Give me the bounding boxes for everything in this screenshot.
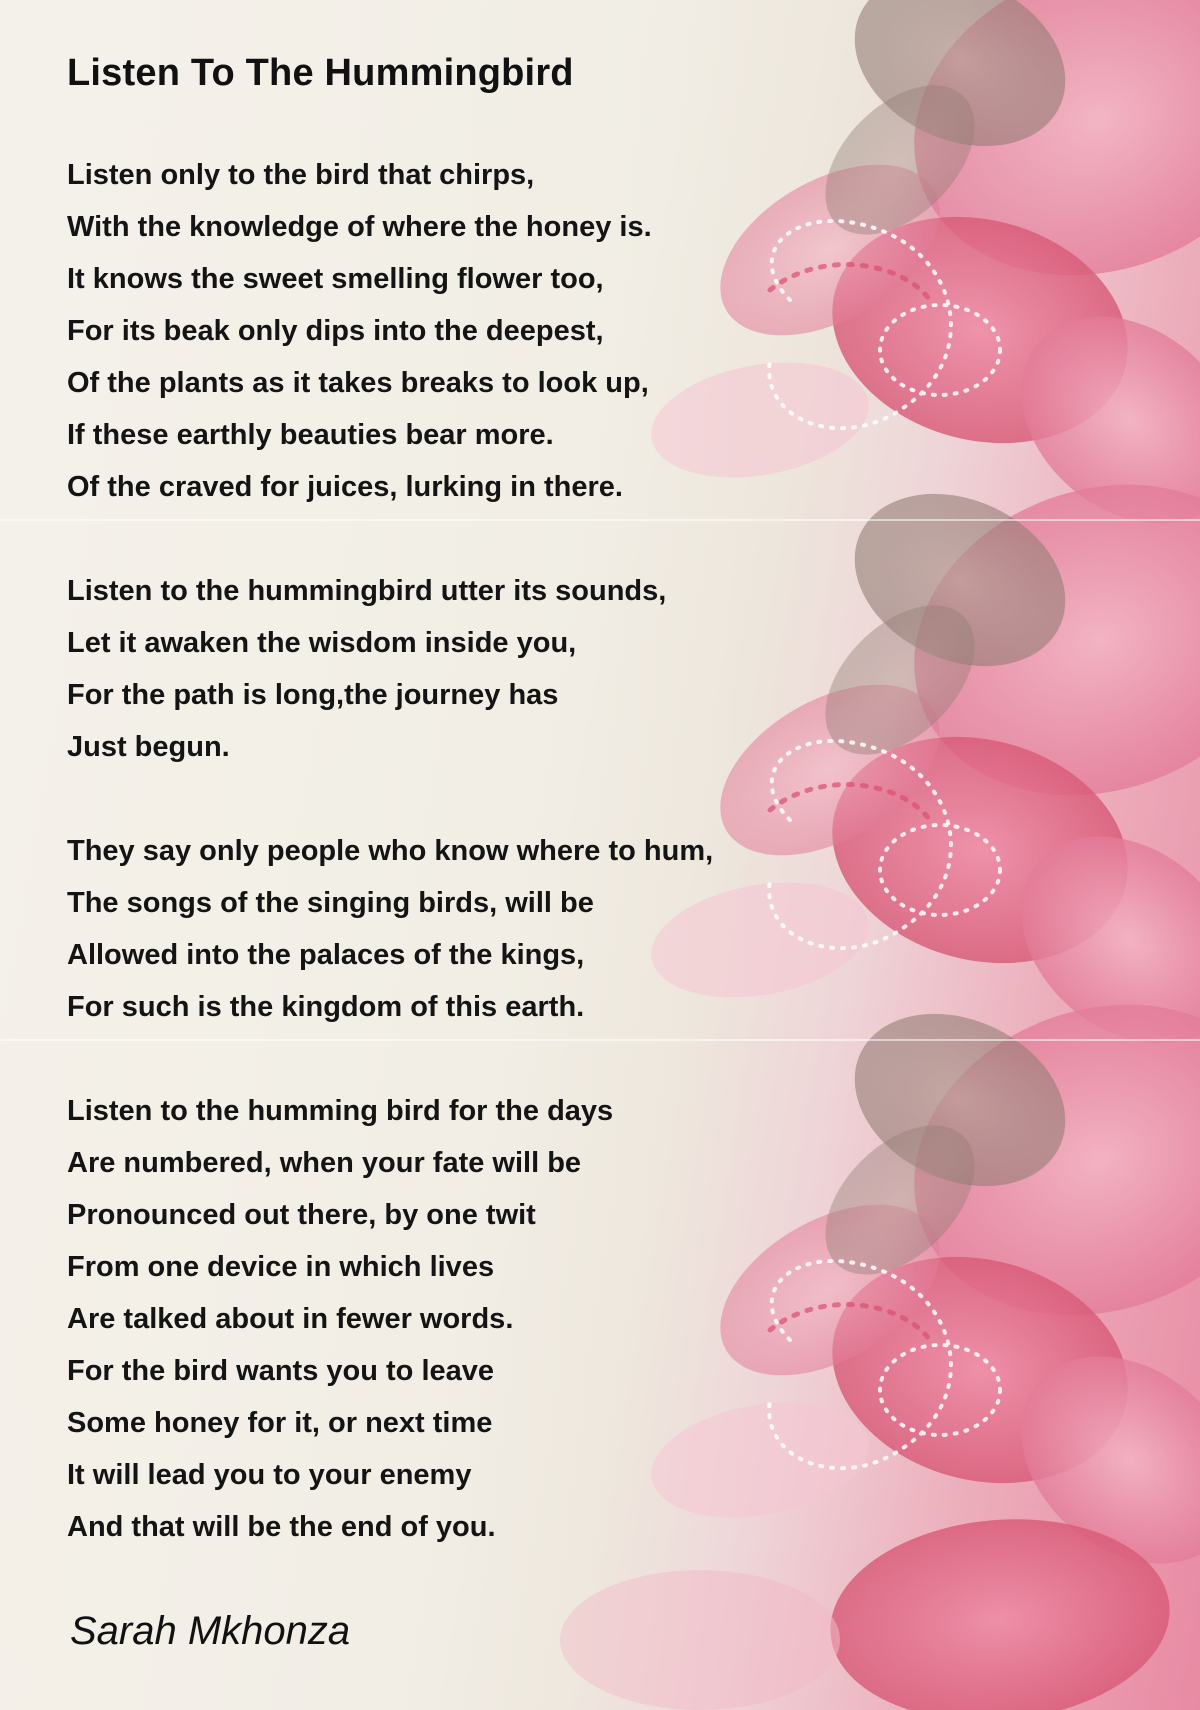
- poem-line: Pronounced out there, by one twit: [67, 1199, 536, 1231]
- panel-divider: [0, 519, 1200, 521]
- poem-line: For the path is long,the journey has: [67, 679, 559, 711]
- poem-line: Listen only to the bird that chirps,: [67, 159, 535, 191]
- stanza-3: [67, 825, 713, 1033]
- poem-line: Allowed into the palaces of the kings,: [67, 939, 585, 971]
- poem-line: Listen to the humming bird for the days: [67, 1095, 614, 1127]
- poem-line: Let it awaken the wisdom inside you,: [67, 627, 577, 659]
- poem-line: Are talked about in fewer words.: [67, 1303, 514, 1335]
- poem-line: Of the plants as it takes breaks to look up,: [67, 367, 649, 399]
- poem-line: Listen to the hummingbird utter its sounds,: [67, 575, 667, 607]
- poem-line: With the knowledge of where the honey is.: [67, 211, 652, 243]
- poem-line: It will lead you to your enemy: [67, 1459, 472, 1491]
- poem-line: Some honey for it, or next time: [67, 1407, 493, 1439]
- poem-line: For its beak only dips into the deepest,: [67, 315, 604, 347]
- poem-line: From one device in which lives: [67, 1251, 495, 1283]
- poem-line: Of the craved for juices, lurking in there.: [67, 471, 623, 503]
- stanza-4: [67, 1085, 613, 1553]
- poem-line: It knows the sweet smelling flower too,: [67, 263, 604, 295]
- poem-line: For such is the kingdom of this earth.: [67, 991, 585, 1023]
- poem-line: Are numbered, when your fate will be: [67, 1147, 582, 1179]
- poem-line: If these earthly beauties bear more.: [67, 419, 554, 451]
- panel-divider: [0, 1039, 1200, 1041]
- poem-title: Listen To The Hummingbird: [67, 52, 574, 94]
- stanza-1: [67, 149, 652, 513]
- stanza-2: [67, 565, 666, 773]
- poem-line: And that will be the end of you.: [67, 1511, 496, 1543]
- poem-author: Sarah Mkhonza: [70, 1609, 351, 1653]
- poem-line: Just begun.: [67, 731, 230, 763]
- poem-line: They say only people who know where to hum,: [67, 835, 714, 867]
- poem-line: For the bird wants you to leave: [67, 1355, 495, 1387]
- poem-line: The songs of the singing birds, will be: [67, 887, 594, 919]
